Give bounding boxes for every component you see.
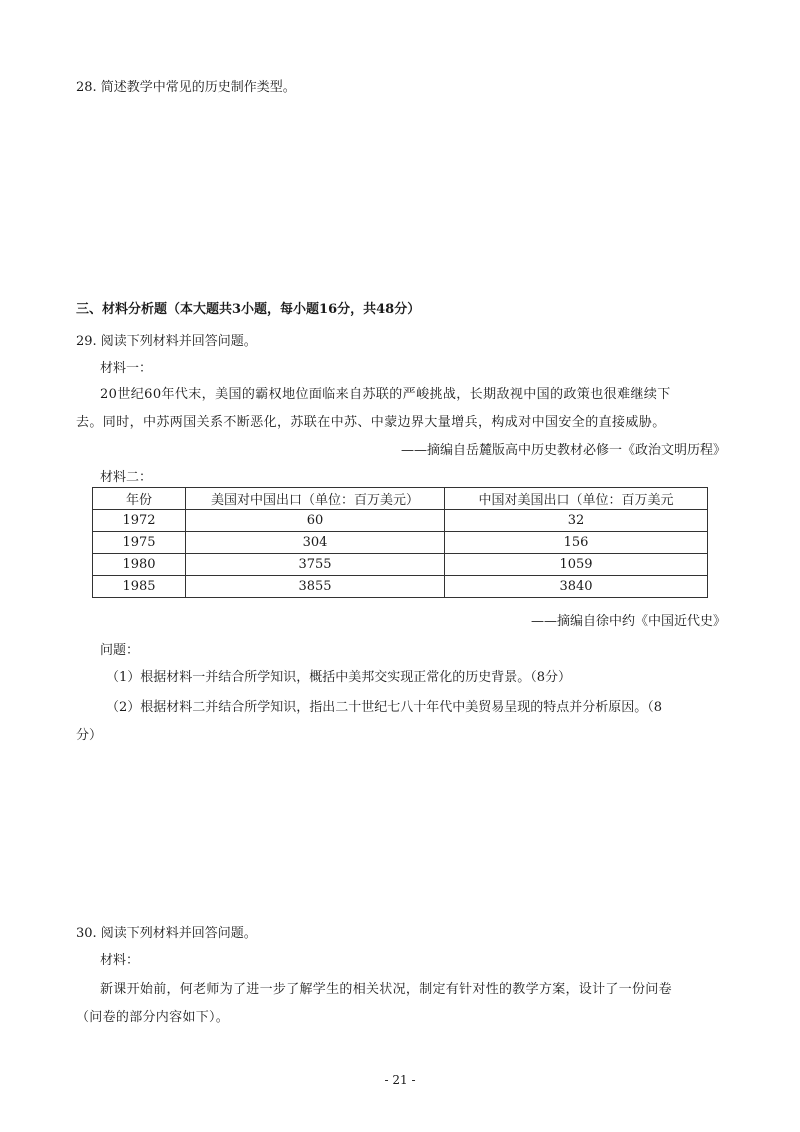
table-row — [93, 532, 708, 554]
table-row — [93, 576, 708, 598]
question-30-title: 30. 阅读下列材料并回答问题。 — [76, 926, 257, 941]
table-cell: 60 — [186, 510, 445, 532]
table-cell: 32 — [445, 510, 708, 532]
table-header-year: 年份 — [93, 488, 186, 510]
sub-question-2-line-2: 分） — [76, 728, 103, 743]
page-number: - 21 - — [384, 1073, 416, 1087]
material-1-text-line-1: 20世纪60年代末，美国的霸权地位面临来自苏联的严峻挑战，长期敌视中国的政策也很难继续下 — [100, 387, 671, 402]
question-30-text-line-1: 新课开始前，何老师为了进一步了解学生的相关状况，制定有针对性的教学方案，设计了一份问卷 — [100, 982, 672, 997]
table-cell: 3855 — [186, 576, 445, 598]
question-30-material-label: 材料： — [100, 953, 140, 968]
table-cell: 1980 — [93, 554, 186, 576]
sub-question-2-line-1: （2）根据材料二并结合所学知识，指出二十世纪七八十年代中美贸易呈现的特点并分析原因。（8 — [106, 700, 663, 715]
table-cell: 156 — [445, 532, 708, 554]
section-heading: 三、材料分析题（本大题共3小题，每小题16分，共48分） — [76, 302, 421, 317]
table-cell: 3840 — [445, 576, 708, 598]
material-1-source: ——摘编自岳麓版高中历史教材必修一《政治文明历程》 — [400, 443, 726, 458]
table-header-china-export: 中国对美国出口（单位：百万美元 — [445, 488, 708, 510]
material-1-text-line-2: 去。同时，中苏两国关系不断恶化，苏联在中苏、中蒙边界大量增兵，构成对中国安全的直接威胁。 — [76, 415, 666, 430]
table-cell: 1972 — [93, 510, 186, 532]
question-30-text-line-2: （问卷的部分内容如下）。 — [76, 1010, 230, 1025]
table-header-us-export: 美国对中国出口（单位：百万美元） — [186, 488, 445, 510]
table-row — [93, 510, 708, 532]
table-cell: 1985 — [93, 576, 186, 598]
material-2-label: 材料二： — [100, 470, 153, 485]
question-29-title: 29. 阅读下列材料并回答问题。 — [76, 334, 257, 349]
questions-label: 问题： — [100, 643, 140, 658]
table-row — [93, 554, 708, 576]
table-cell: 1059 — [445, 554, 708, 576]
material-1-label: 材料一： — [100, 361, 153, 376]
trade-table — [92, 487, 708, 598]
question-28: 28. 简述教学中常见的历史制作类型。 — [76, 80, 296, 95]
table-cell: 304 — [186, 532, 445, 554]
material-2-source: ——摘编自徐中约《中国近代史》 — [530, 614, 726, 629]
table-header-row — [93, 488, 708, 510]
sub-question-1: （1）根据材料一并结合所学知识，概括中美邦交实现正常化的历史背景。（8分） — [106, 670, 572, 685]
table-cell: 3755 — [186, 554, 445, 576]
table-cell: 1975 — [93, 532, 186, 554]
